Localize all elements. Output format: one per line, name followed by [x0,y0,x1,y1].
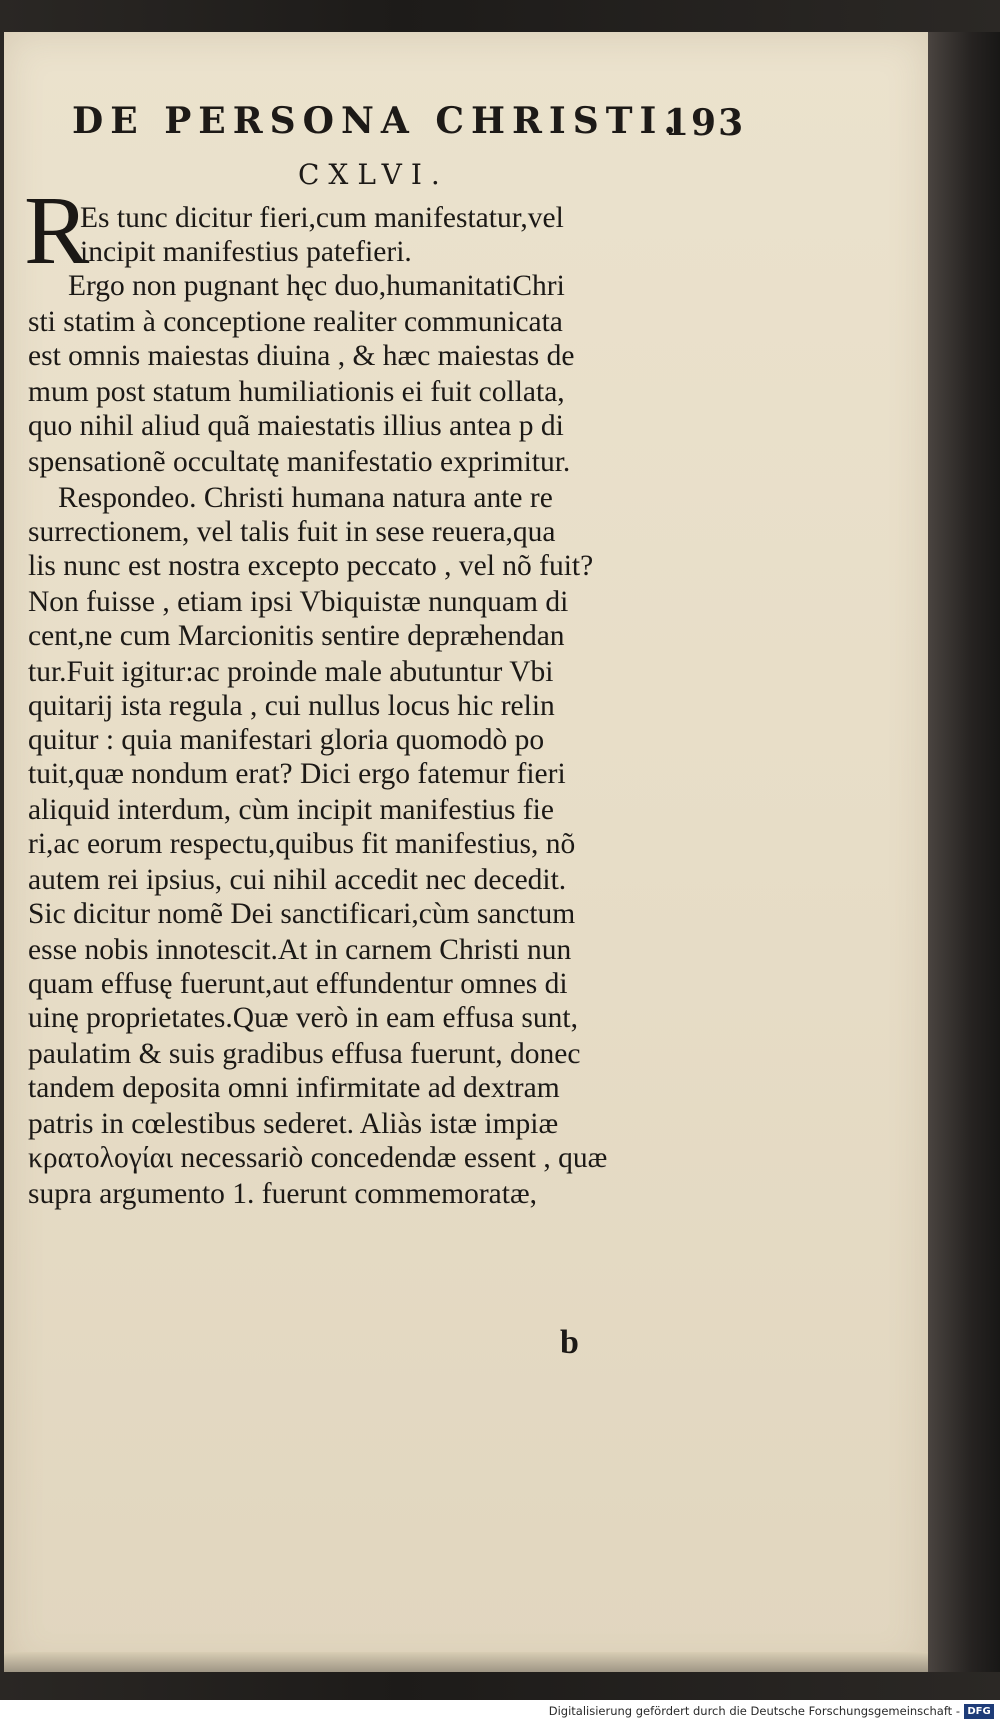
section-number: CXLVI. [298,158,449,191]
text-line: aliquid interdum, cùm incipit manifestius fie [28,794,554,826]
page-number: 193 [664,102,746,144]
text-line: Ergo non pugnant hęc duo,humanitatiChri [68,270,565,302]
text-line: sti statim à conceptione realiter communicata [28,306,563,338]
text-line: uinę proprietates.Quæ verò in eam effusa sunt, [28,1002,578,1034]
text-line: tuit,quæ nondum erat? Dici ergo fatemur fieri [28,758,566,790]
text-line: tandem deposita omni infirmitate ad dextram [28,1072,560,1104]
book-gutter-shadow [928,32,1000,1672]
text-line: mum post statum humiliationis ei fuit collata, [28,376,565,408]
page-bottom-edge [4,1652,928,1672]
text-line: surrectionem, vel talis fuit in sese reuera,qua [28,516,556,548]
text-line: incipit manifestius patefieri. [80,236,412,268]
text-line: lis nunc est nostra excepto peccato , vel nõ fuit? [28,550,594,582]
text-line: paulatim & suis gradibus effusa fuerunt, donec [28,1038,581,1070]
funding-credit: Digitalisierung gefördert durch die Deutsche Forschungsgemeinschaft - [548,1704,960,1718]
running-head: DE PERSONA CHRISTI. [72,100,683,142]
text-line: autem rei ipsius, cui nihil accedit nec decedit. [28,864,567,896]
drop-cap-initial: R [24,177,90,285]
text-line: est omnis maiestas diuina , & hæc maiestas de [28,340,575,372]
signature-mark: b [560,1324,579,1361]
text-line: Respondeo. Christi humana natura ante re [58,482,553,514]
dfg-logo: DFG [964,1704,994,1719]
text-line: κρατολογίαι necessariò concedendæ essent , quæ [28,1142,608,1174]
text-line: quitur : quia manifestari gloria quomodò po [28,724,545,756]
text-line: Es tunc dicitur fieri,cum manifestatur,vel [80,202,564,234]
text-line: spensationẽ occultatę manifestatio exprimitur. [28,446,571,478]
text-line: ri,ac eorum respectu,quibus fit manifestius, nõ [28,828,576,860]
text-line: tur.Fuit igitur:ac proinde male abutuntur Vbi [28,656,554,688]
text-line: quam effusę fuerunt,aut effundentur omnes di [28,968,568,1000]
text-line: quitarij ista regula , cui nullus locus hic relin [28,690,555,722]
text-line: patris in cœlestibus sederet. Aliàs istæ impiæ [28,1108,559,1140]
text-line: Sic dicitur nomẽ Dei sanctificari,cùm sanctum [28,898,576,930]
text-line: Non fuisse , etiam ipsi Vbiquistæ nunquam di [28,586,569,618]
text-line: supra argumento 1. fuerunt commemoratæ, [28,1178,538,1210]
text-line: quo nihil aliud quã maiestatis illius antea p di [28,410,564,442]
text-line: cent,ne cum Marcionitis sentire depræhendan [28,620,565,652]
text-line: esse nobis innotescit.At in carnem Christi nun [28,934,572,966]
